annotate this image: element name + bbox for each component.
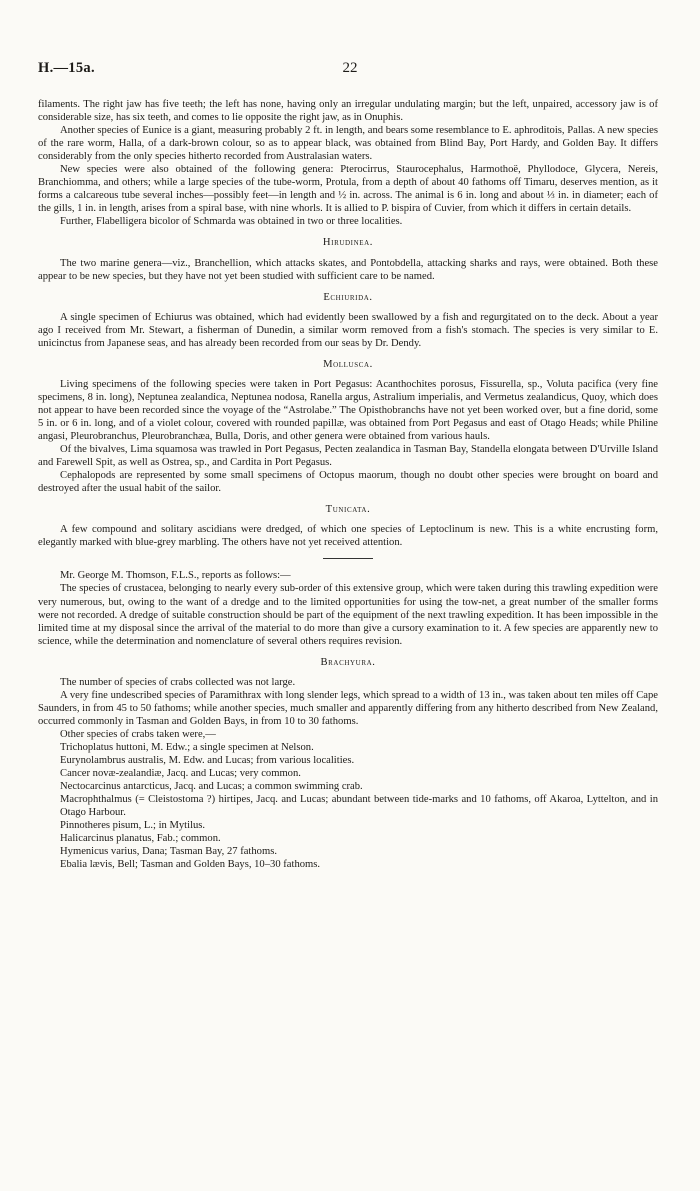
paragraph: New species were also obtained of the following genera: Pterocirrus, Staurocephalus, Harmothoë, Phyllodoce, Glycera, Nereis, Branchiomma, and others; while a large species of the tube-worm, Protula, from a depth of about 40 fathoms off Timaru, deserves mention, as it forms a calcareous tube several inches—possibly feet—in length and ½ in. across. The animal is 6 in. long and about ⅓ in. in diameter; each of the gills, 1 in. in length, arises from a spiral base, with nine whorls. It is allied to P. bispira of Cuvier, from which it differs in certain details. xyxy=(38,164,658,215)
paragraph: The two marine genera—viz., Branchellion, which attacks skates, and Pontobdella, attacking sharks and rays, were obtained. Both these appear to be new species, but they have not yet been studied with sufficient care to be named. xyxy=(38,257,658,282)
list-item: Trichoplatus huttoni, M. Edw.; a single specimen at Nelson. xyxy=(60,741,314,753)
crab-species-list xyxy=(38,741,658,871)
paragraph: A very fine undescribed species of Paramithrax with long slender legs, which spread to a width of 13 in., was taken about ten miles off Cape Saunders, in from 45 to 50 fathoms; while another species, much smaller and apparently differing from any hitherto described from New Zealand, occurred commonly in Tasman and Golden Bays, in from 10 to 30 fathoms. xyxy=(38,689,658,727)
list-item: Nectocarcinus antarcticus, Jacq. and Lucas; a common swimming crab. xyxy=(60,781,363,793)
list-item: Hymenicus varius, Dana; Tasman Bay, 27 fathoms. xyxy=(60,846,277,858)
paragraph: Another species of Eunice is a giant, measuring probably 2 ft. in length, and bears some resemblance to E. aphroditois, Pallas. A new species of the rare worm, Halla, of a dark-brown colour, so as to appear black, was obtained from Blind Bay, Port Hardy, and Golden Bay. It differs considerably from the only species hitherto recorded from Australasian waters. xyxy=(38,125,658,163)
list-item: Ebalia lævis, Bell; Tasman and Golden Bays, 10–30 fathoms. xyxy=(60,859,321,871)
section-heading-mollusca: Mollusca. xyxy=(323,358,373,370)
page-header xyxy=(30,60,670,82)
paragraph: Of the bivalves, Lima squamosa was trawled in Port Pegasus, Pecten zealandica in Tasman Bay, Standella elongata between D'Urville Island and Farewell Spit, as well as Ostrea, sp., and Cardita in Port Pegasus. xyxy=(38,444,658,469)
list-item: Pinnotheres pisum, L.; in Mytilus. xyxy=(60,820,206,832)
paragraph: filaments. The right jaw has five teeth; the left has none, having only an irregular undulating margin; but the left, unpaired, accessory jaw is of considerable size, has six teeth, and comes to lie opposite the right jaw, as in Onuphis. xyxy=(38,99,658,124)
paragraph: The species of crustacea, belonging to nearly every sub-order of this extensive group, which were taken during this trawling expedition were very numerous, but, owing to the want of a dredge and to the limited opportunities for using the tow-net, a great number of the smaller forms were not recorded. A dredge of suitable construction should be part of the equipment of the next trawling expedition. It has been impossible in the limited time at my disposal since the arrival of the material to do more than give a cursory examination to it. A few species are apparently new to science, while the determination and nomenclature of several others requires revision. xyxy=(38,583,658,647)
section-divider xyxy=(323,558,373,559)
section-heading-echiurida: Echiurida. xyxy=(323,291,373,303)
paragraph: Cephalopods are represented by some small specimens of Octopus maorum, though no doubt other species were brought on board and destroyed after the usual habit of the sailor. xyxy=(38,470,658,495)
list-item: Eurynolambrus australis, M. Edw. and Lucas; from various localities. xyxy=(60,755,355,767)
page-number: 22 xyxy=(342,60,358,76)
paragraph: Further, Flabelligera bicolor of Schmarda was obtained in two or three localities. xyxy=(60,216,403,228)
paragraph: A single specimen of Echiurus was obtained, which had evidently been swallowed by a fish and regurgitated on to the deck. About a year ago I received from Mr. Stewart, a fisherman of Dunedin, a similar worm removed from a fish's stomach. The species is very similar to E. unicinctus from Japanese seas, and has already been recorded from our seas by Dr. Dendy. xyxy=(38,311,658,349)
paragraph: A few compound and solitary ascidians were dredged, of which one species of Leptoclinum is new. This is a white encrusting form, elegantly marked with blue-grey marbling. The others have not yet received attention. xyxy=(38,524,658,549)
paragraph: The number of species of crabs collected was not large. xyxy=(60,676,296,688)
paragraph: Other species of crabs taken were,— xyxy=(60,728,216,740)
paragraph: Mr. George M. Thomson, F.L.S., reports as follows:— xyxy=(60,570,291,582)
section-heading-hirudinea: Hirudinea. xyxy=(322,237,374,249)
section-heading-brachyura: Brachyura. xyxy=(320,656,376,668)
document-code: H.—15a. xyxy=(38,60,95,76)
list-item: Cancer novæ-zealandiæ, Jacq. and Lucas; very common. xyxy=(60,768,301,780)
paragraph: Living specimens of the following species were taken in Port Pegasus: Acanthochites porosus, Fissurella, sp., Voluta pacifica (very fine specimens, 8 in. long), Neptunea zealandica, Neptunea nodosa, Ranella argus, Astralium imperialis, and Vermetus zealandicus, Quoy, which does not appear to have been recorded since the voyage of the “Astrolabe.” The Opisthobranchs have not yet been worked over, but a fine dorid, some 5 in. or 6 in. long, and of a violet colour, covered with rounded papillæ, was obtained from Port Pegasus and east of Otago Heads; while Philine angasi, Pleurobranchus, Pleurobranchæa, Bulla, Doris, and other genera were obtained from various hauls. xyxy=(38,378,658,443)
section-heading-tunicata: Tunicata. xyxy=(325,504,371,516)
page-body xyxy=(38,98,658,871)
list-item: Halicarcinus planatus, Fab.; common. xyxy=(60,833,221,845)
list-item: Macrophthalmus (= Cleistostoma ?) hirtipes, Jacq. and Lucas; abundant between tide-marks and 10 fathoms, off Akaroa, Lyttelton, and in Otago Harbour. xyxy=(60,794,658,819)
